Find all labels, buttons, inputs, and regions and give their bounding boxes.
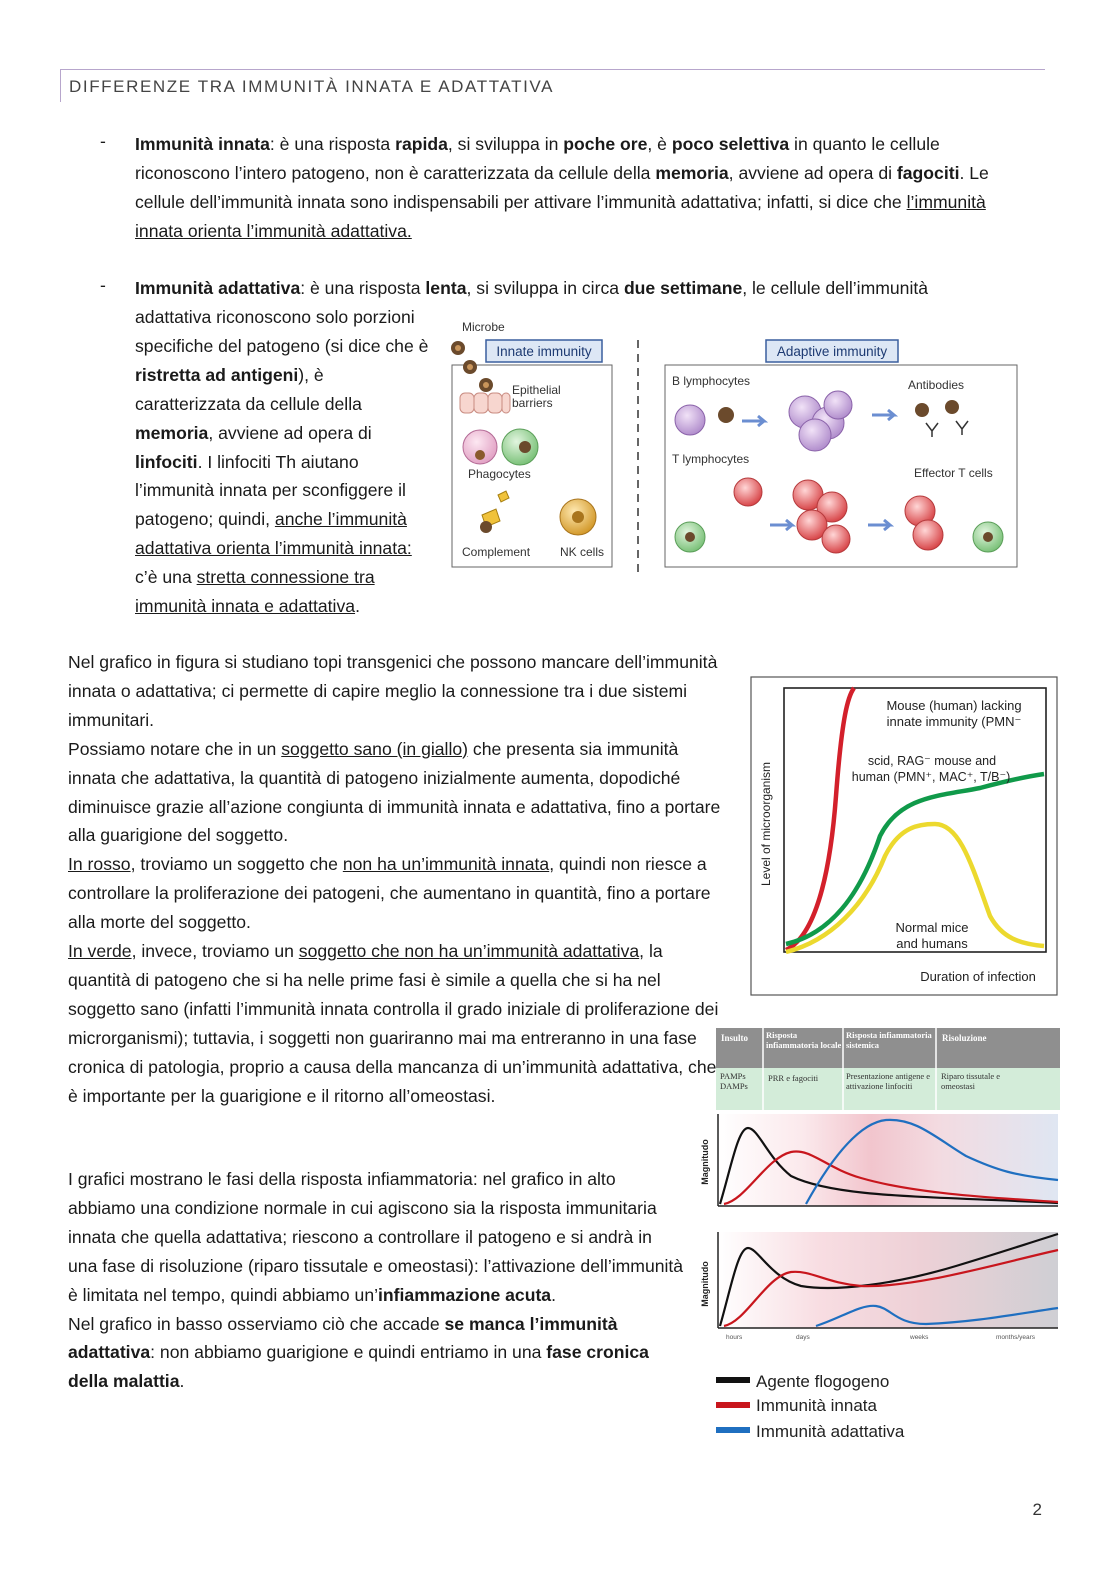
chart-y-label: Level of microorganism bbox=[759, 761, 773, 887]
header-rule bbox=[60, 69, 1045, 70]
red-line-label-1: Mouse (human) lacking bbox=[886, 698, 1022, 713]
microbe-label: Microbe bbox=[462, 320, 505, 334]
time-label-months: months/years bbox=[996, 1334, 1036, 1341]
legend-label-agent: Agente flogogeno bbox=[756, 1372, 890, 1391]
phase-header-insulto: Insulto bbox=[721, 1033, 749, 1043]
complement-label: Complement bbox=[462, 545, 531, 559]
phagocytes-label: Phagocytes bbox=[468, 467, 531, 481]
phase-cell-prr: PRR e fagociti bbox=[768, 1073, 819, 1083]
bullet-dash-2: - bbox=[100, 275, 106, 295]
phase-cell-pamps: PAMPs DAMPs bbox=[720, 1071, 748, 1091]
bullet-adaptive-text: adattativa riconoscono solo porzioni specifiche del patogeno (si dice che è ristretta ad antigeni), è caratterizzata da cellule della memoria, avviene ad opera di linfociti. I linfociti Th aiutano l’immunità innata per sconfiggere il patogeno; quindi, anche l’immunità adattativa orienta l’immunità innata: c’è una stretta connessione tra immunità innata e adattativa. bbox=[135, 307, 429, 617]
legend-swatch-innate bbox=[716, 1402, 750, 1408]
legend-swatch-agent bbox=[716, 1377, 750, 1383]
innate-title: Innate immunity bbox=[496, 344, 592, 359]
page-number: 2 bbox=[1032, 1500, 1042, 1519]
chart-x-label: Duration of infection bbox=[920, 969, 1036, 984]
phase-cell-pamps-wrap bbox=[720, 1071, 764, 1109]
top-graph-ylabel: Magnitudo bbox=[700, 1139, 710, 1185]
barriers-label: barriers bbox=[512, 396, 553, 410]
bullet-adaptive-first-line: Immunità adattativa: è una risposta lenta, si sviluppa in circa due settimane, le cellule dell’immunità bbox=[135, 278, 929, 298]
paragraph-inflammation: I grafici mostrano le fasi della risposta infiammatoria: nel grafico in alto abbiamo una condizione normale in cui agiscono sia la risposta immunitaria innata che quella adattativa; riescono a controllare il patogeno e si andrà in una fase di risoluzione (riparo tissutale e omeostasi): l’attivazione dell’immunità è limitata nel tempo, quindi abbiamo un’infiammazione acuta. Nel grafico in basso osserviamo ciò che accade se manca l’immunità adattativa: non abbiamo guarigione e quindi entriamo in una fase cronica della malattia. bbox=[68, 1169, 684, 1392]
phase-cell-repair: Riparo tissutale e omeostasi bbox=[941, 1071, 1001, 1091]
bullet-innate-text: Immunità innata: è una risposta rapida, si sviluppa in poche ore, è poco selettiva in quanto le cellule riconoscono l’intero patogeno, non è caratterizzata da cellule della memoria, avviene ad opera di fagociti. Le cellule dell’immunità innata sono indispensabili per attivare l’immunità adattativa; infatti, si dice che l’immunità innata orienta l’immunità adattativa. bbox=[135, 134, 989, 241]
antibodies-label: Antibodies bbox=[908, 378, 965, 392]
red-line-label-2: innate immunity (PMN⁻ bbox=[886, 714, 1022, 729]
epithelial-cells-icon bbox=[460, 393, 510, 413]
time-label-weeks: weeks bbox=[910, 1334, 929, 1341]
legend-swatch-adaptive bbox=[716, 1427, 750, 1433]
t-lymphocytes-label: T lymphocytes bbox=[672, 452, 750, 466]
b-lymphocytes-label: B lymphocytes bbox=[672, 374, 751, 388]
adaptive-title: Adaptive immunity bbox=[776, 344, 888, 359]
phase-cell-presentation-wrap bbox=[846, 1071, 934, 1109]
nk-cells-label: NK cells bbox=[560, 545, 605, 559]
infection-level-chart bbox=[750, 676, 1060, 998]
time-label-hours: hours bbox=[726, 1334, 743, 1341]
legend-label-innate: Immunità innata bbox=[756, 1396, 877, 1415]
time-label-days: days bbox=[796, 1334, 810, 1341]
top-graph-bg bbox=[718, 1114, 1058, 1206]
green-line-label-2: human (PMN⁺, MAC⁺, T/B⁻) bbox=[851, 770, 1011, 784]
phase-header-local: Risposta infiammatoria locale bbox=[766, 1030, 842, 1050]
green-line-label-1: scid, RAG⁻ mouse and bbox=[867, 754, 997, 768]
phase-header-risoluzione: Risoluzione bbox=[942, 1033, 987, 1043]
bottom-graph-ylabel: Magnitudo bbox=[700, 1261, 710, 1307]
paragraph-infection: Nel grafico in figura si studiano topi transgenici che possono mancare dell’immunità innata o adattativa; ci permette di capire meglio la connessione tra i due sistemi immunitari. Possiamo notare che in un soggetto sano (in giallo) che presenta sia immunità innata che adattativa, la quantità di patogeno inizialmente aumenta, dopodiché diminuisce grazie all’azione congiunta di immunità innata e adattativa, fino a portare alla guarigione del soggetto. In rosso, troviamo un soggetto che non ha un’immunità innata, quindi non riesce a controllare la proliferazione dei patogeni, che aumentano in quantità, fino a portare alla morte del soggetto. In verde, invece, troviamo un soggetto che non ha un’immunità adattativa, la quantità di patogeno che si ha nelle prime fasi è simile a quella che si ha nel soggetto sano (infatti l’immunità innata controlla il grado iniziale di proliferazione dei microrganismi); tuttavia, i soggetti non guariranno mai ma entreranno in una fase cronica di patologia, proprio a causa della mancanza di un’immunità adattativa, che è importante per la guarigione e il ritorno all’omeostasi. bbox=[68, 652, 721, 1106]
legend-label-adaptive: Immunità adattativa bbox=[756, 1422, 905, 1441]
effector-t-cells-label: Effector T cells bbox=[914, 466, 993, 480]
inflammation-phases-figure bbox=[696, 1028, 1062, 1344]
bullet-dash-1: - bbox=[100, 131, 106, 151]
epithelial-label: Epithelial bbox=[512, 383, 561, 397]
phase-header-systemic: Risposta infiammatoria sistemica bbox=[846, 1030, 932, 1050]
phase-header-systemic-wrap bbox=[846, 1030, 934, 1068]
phase-cell-presentation: Presentazione antigene e attivazione linfociti bbox=[846, 1071, 931, 1091]
inflammation-legend bbox=[712, 1366, 952, 1446]
phase-header-local-wrap bbox=[766, 1030, 842, 1068]
header-rule-left bbox=[60, 69, 61, 102]
yellow-line-label-1: Normal mice bbox=[895, 920, 969, 935]
nk-cell-icon bbox=[560, 499, 596, 535]
bottom-graph-bg bbox=[718, 1232, 1058, 1328]
innate-adaptive-figure bbox=[440, 315, 1030, 580]
page-title: DIFFERENZE TRA IMMUNITÀ INNATA E ADATTATIVA bbox=[69, 77, 555, 96]
phase-cell-repair-wrap bbox=[941, 1071, 1031, 1109]
yellow-line-label-2: and humans bbox=[896, 936, 968, 951]
